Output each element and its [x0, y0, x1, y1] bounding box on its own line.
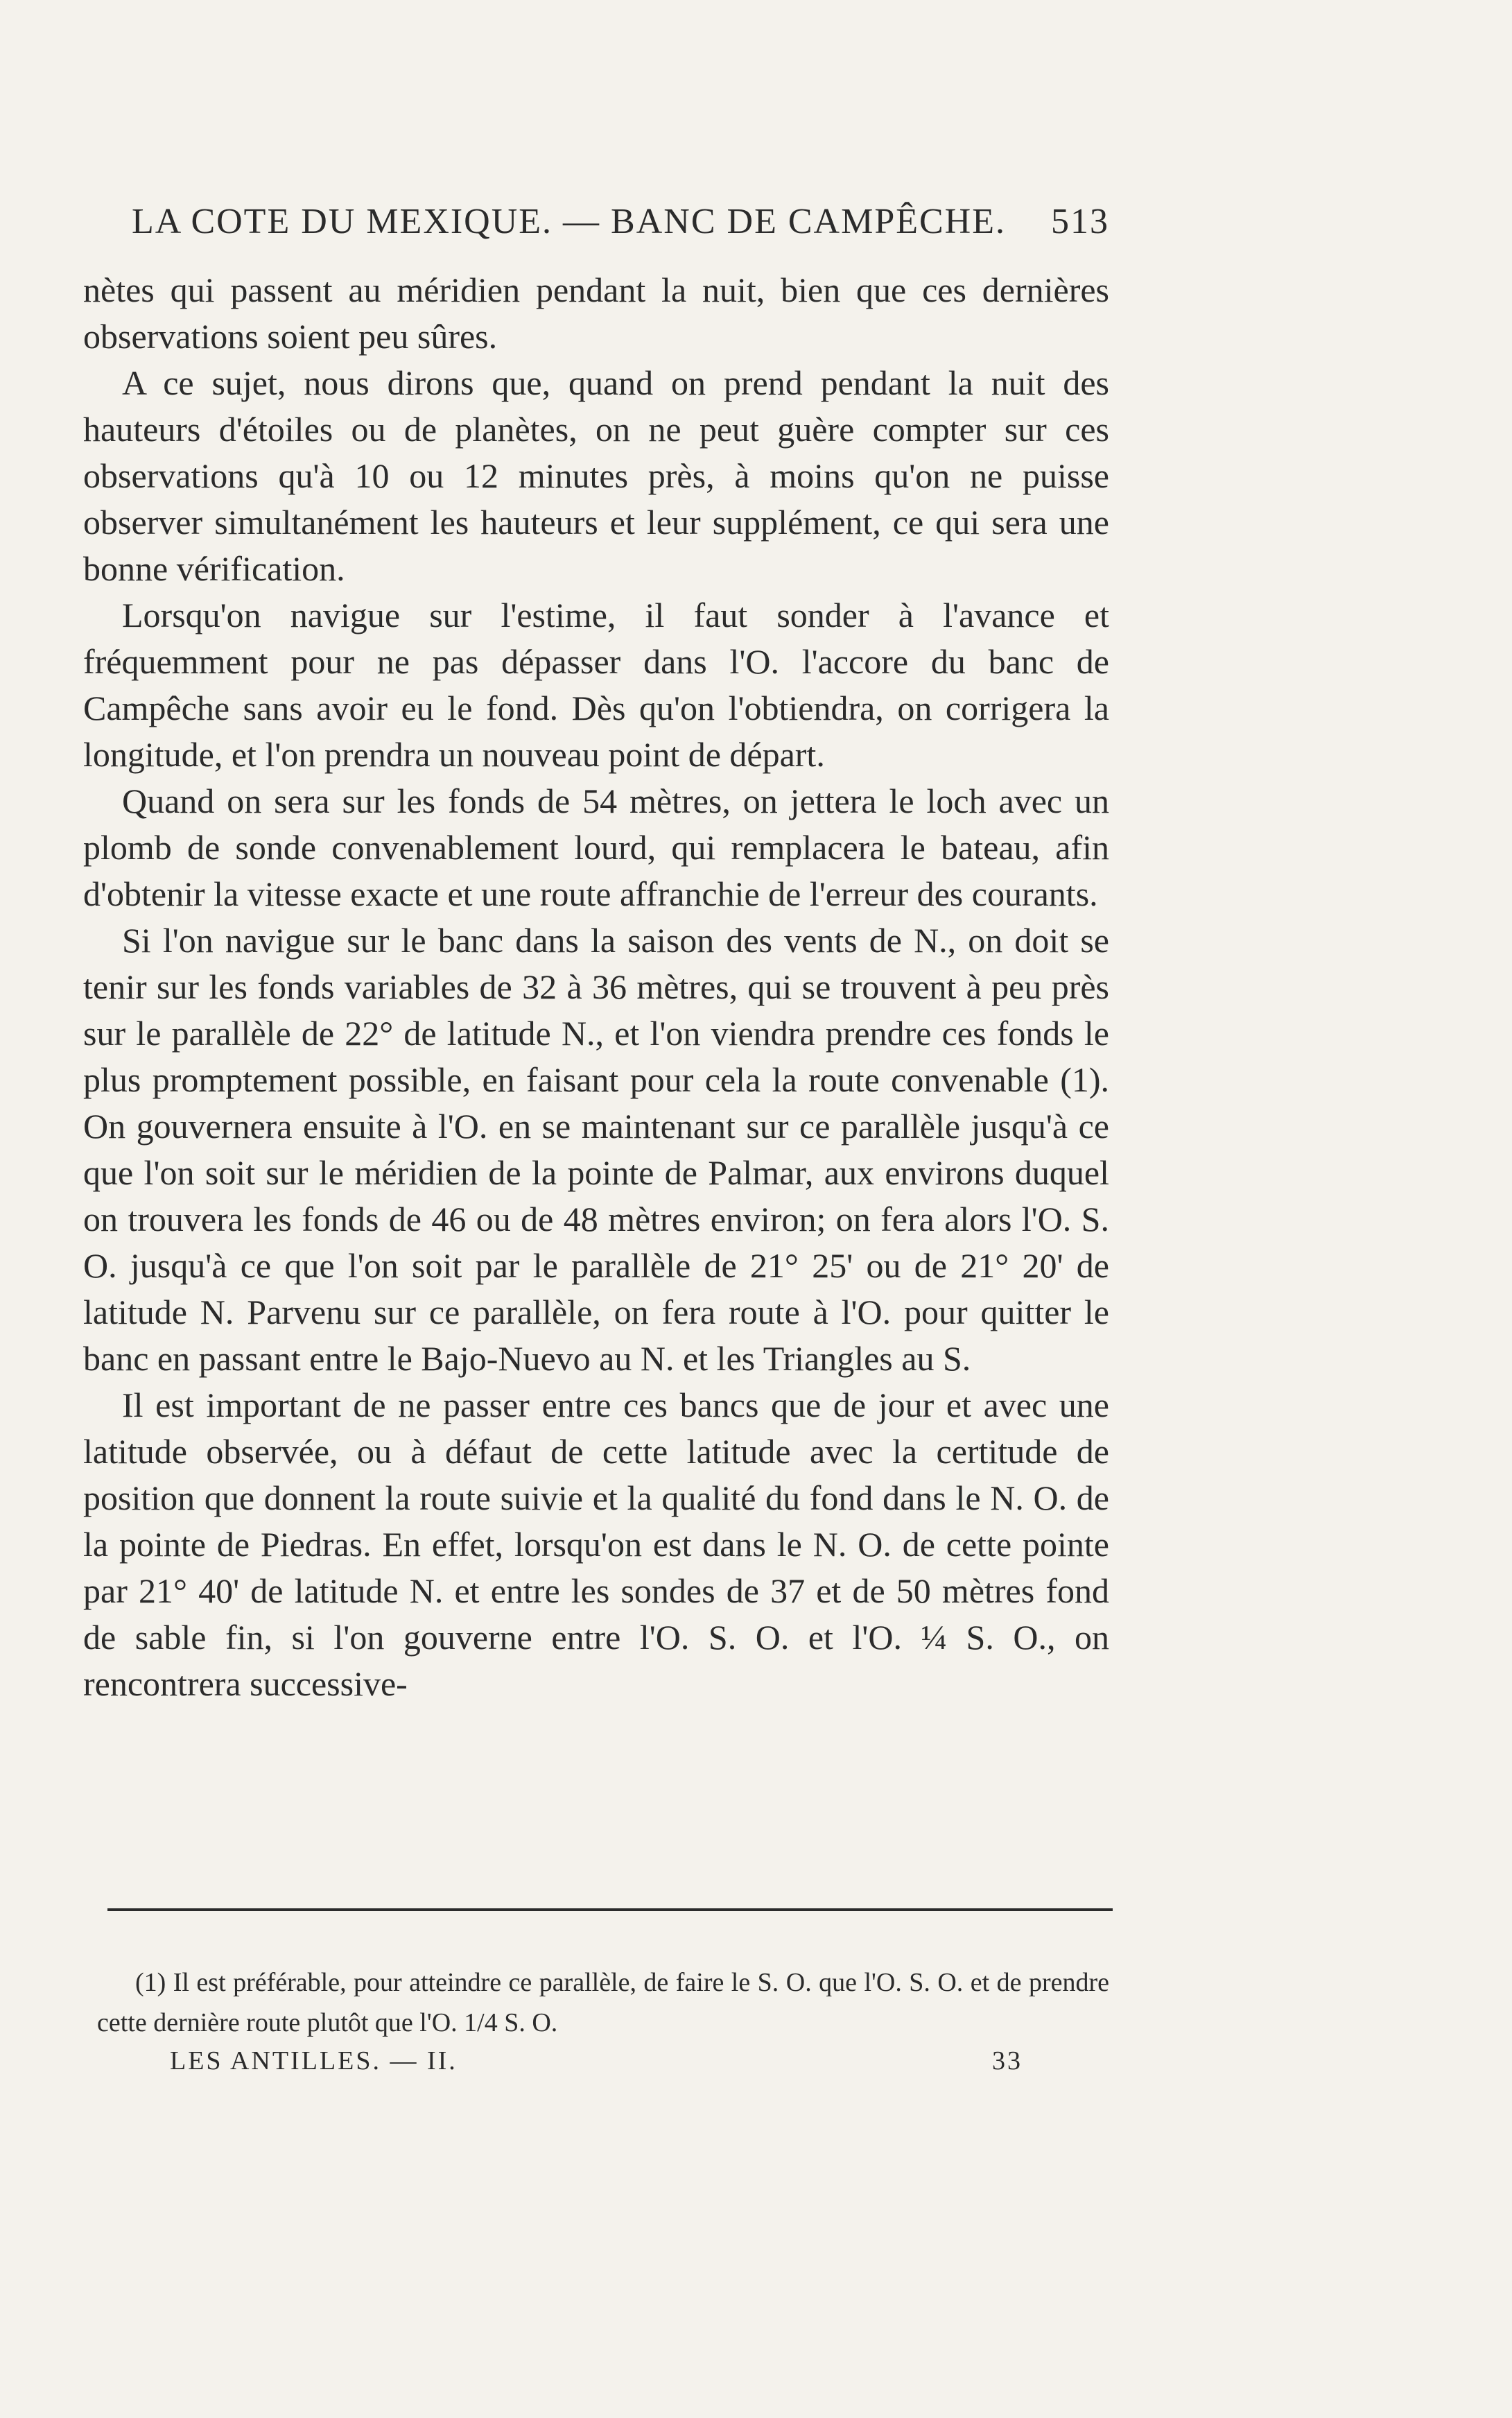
running-title: LA COTE DU MEXIQUE. — BANC DE CAMPÊCHE.	[132, 202, 1006, 241]
signature-line	[170, 2046, 1023, 2076]
signature-number: 33	[992, 2046, 1023, 2075]
paragraph: Lorsqu'on navigue sur l'estime, il faut sonder à l'avance et fréquemment pour ne pas dépasser dans l'O. l'accore du banc de Campêche sans avoir eu le fond. Dès qu'on l'obtiendra, on corrigera la longitude, et l'on prendra un nouveau point de départ.	[83, 596, 1109, 774]
paragraph: nètes qui passent au méridien pendant la nuit, bien que ces dernières observations soient peu sûres.	[83, 270, 1109, 356]
footnote-divider	[107, 1908, 1113, 1911]
paragraph: Il est important de ne passer entre ces bancs que de jour et avec une latitude observée, ou à défaut de cette latitude avec la certitude de position que donnent la route suivie et la qualité du fond dans le N. O. de la pointe de Piedras. En effet, lorsqu'on est dans le N. O. de cette pointe par 21° 40' de latitude N. et entre les sondes de 37 et de 50 mètres fond de sable fin, si l'on gouverne entre l'O. S. O. et l'O. ¼ S. O., on rencontrera successive-	[83, 1385, 1109, 1703]
running-header	[132, 201, 1109, 242]
paragraph: Si l'on navigue sur le banc dans la saison des vents de N., on doit se tenir sur les fonds variables de 32 à 36 mètres, qui se trouvent à peu près sur le parallèle de 22° de latitude N., et l'on viendra prendre ces fonds le plus promptement possible, en faisant pour cela la route convenable (1). On gouvernera ensuite à l'O. en se maintenant sur ce parallèle jusqu'à ce que l'on soit sur le méridien de la pointe de Palmar, aux environs duquel on trouvera les fonds de 46 ou de 48 mètres environ; on fera alors l'O. S. O. jusqu'à ce que l'on soit par le parallèle de 21° 25' ou de 21° 20' de latitude N. Parvenu sur ce parallèle, on fera route à l'O. pour quitter le banc en passant entre le Bajo-Nuevo au N. et les Triangles au S.	[83, 921, 1109, 1378]
paragraph: Quand on sera sur les fonds de 54 mètres, on jettera le loch avec un plomb de sonde convenablement lourd, qui remplacera le bateau, afin d'obtenir la vitesse exacte et une route affranchie de l'erreur des courants.	[83, 781, 1109, 913]
footnote: (1) Il est préférable, pour atteindre ce parallèle, de faire le S. O. que l'O. S. O. et de prendre cette dernière route plutôt que l'O. 1/4 S. O.	[97, 1968, 1109, 2037]
paragraph: A ce sujet, nous dirons que, quand on prend pendant la nuit des hauteurs d'étoiles ou de planètes, on ne peut guère compter sur ces observations qu'à 10 ou 12 minutes près, à moins qu'on ne puisse observer simultanément les hauteurs et leur supplément, ce qui sera une bonne vérification.	[83, 363, 1109, 588]
body-text	[83, 267, 1109, 1707]
signature-title: LES ANTILLES. — II.	[170, 2046, 458, 2075]
page-number: 513	[1051, 202, 1109, 241]
